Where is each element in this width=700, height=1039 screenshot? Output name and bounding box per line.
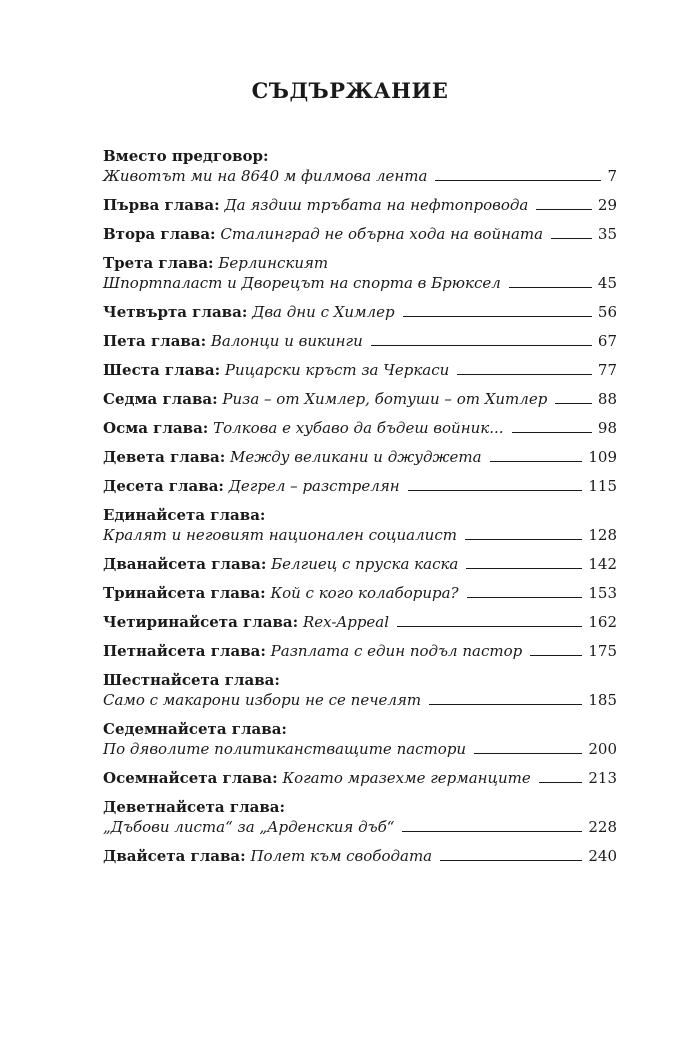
chapter-heading: Шестнайсета глава: [103,671,280,689]
page-number: 142 [588,555,617,573]
page-title: СЪДЪРЖАНИЕ [251,78,449,103]
leader-line [457,374,592,375]
toc-entry-text [103,476,400,496]
page-number: 200 [588,740,617,758]
toc-entry-text [103,224,543,244]
toc-entry-text [103,641,522,661]
toc-entry-text [103,846,432,866]
chapter-heading: Единайсета глава: [103,506,266,524]
toc-entry-line [103,739,617,759]
chapter-heading: Първа глава: [103,196,220,214]
chapter-title: Шпортпаласт и Дворецът на спорта в Брюксел [103,274,501,292]
toc-entry-line [103,817,617,837]
toc-entry [103,389,617,409]
toc-entry-line [103,273,617,293]
leader-line [536,209,592,210]
toc-entry-line [103,846,617,866]
page-number: 98 [597,419,617,437]
toc-entry-line [103,195,617,215]
leader-line [408,490,583,491]
toc-entry [103,302,617,322]
chapter-title: Белгиец с пруска каска [266,555,459,573]
toc-entry [103,797,617,837]
chapter-heading: Шеста глава: [103,361,221,379]
page-number: 153 [588,584,617,602]
page-number: 109 [588,448,617,466]
leader-line [429,704,582,705]
chapter-title: Толкова е хубаво да бъдеш войник... [208,419,504,437]
toc-entry [103,768,617,788]
chapter-title: Между великани и джуджета [225,448,482,466]
toc-entry-text [103,768,531,788]
page-number: 29 [597,196,617,214]
page-number: 88 [597,390,617,408]
toc-entry-line [103,505,617,525]
toc-entry [103,360,617,380]
leader-line [397,626,582,627]
chapter-title: Само с макарони избори не се печелят [103,691,422,709]
chapter-title: Риза – от Химлер, ботуши – от Хитлер [217,390,548,408]
chapter-title: Животът ми на 8640 м филмова лента [103,167,428,185]
chapter-title: „Дъбови листа“ за „Арденския дъб“ [103,818,395,836]
toc-entry-line [103,583,617,603]
toc-entry-text [103,505,265,525]
toc-entry-line [103,224,617,244]
chapter-title: Валонци и викинги [206,332,363,350]
chapter-heading: Девета глава: [103,448,226,466]
toc-entry [103,447,617,467]
chapter-heading: Деветнайсета глава: [103,798,286,816]
leader-line [555,403,592,404]
chapter-heading: Седемнайсета глава: [103,720,287,738]
leader-line [512,432,592,433]
leader-line [509,287,592,288]
toc-entry-line [103,418,617,438]
toc-entry-text [103,554,458,574]
toc-entry-line [103,797,617,817]
page-number: 56 [597,303,617,321]
table-of-contents [103,146,617,875]
chapter-title: Rex-Appeal [298,613,390,631]
toc-entry-line [103,690,617,710]
toc-entry-line [103,253,617,273]
chapter-title: Да яздиш тръбата на нефтопровода [219,196,529,214]
chapter-heading: Осма глава: [103,419,209,437]
toc-entry [103,253,617,293]
toc-entry [103,418,617,438]
toc-entry-line [103,447,617,467]
toc-entry-line [103,331,617,351]
toc-entry-line [103,525,617,545]
leader-line [490,461,583,462]
chapter-heading: Петнайсета глава: [103,642,266,660]
toc-entry [103,195,617,215]
page-number: 35 [597,225,617,243]
chapter-title: Когато мразехме германците [277,769,531,787]
page-number: 185 [588,691,617,709]
toc-entry [103,331,617,351]
page-number: 228 [588,818,617,836]
chapter-title: Кралят и неговият национален социалист [103,526,457,544]
chapter-heading: Двайсета глава: [103,847,246,865]
toc-entry [103,670,617,710]
toc-entry [103,583,617,603]
chapter-title: Полет към свободата [245,847,433,865]
toc-entry [103,719,617,759]
leader-line [466,568,582,569]
toc-entry-text [103,583,459,603]
leader-line [371,345,592,346]
toc-entry-line [103,768,617,788]
page-number: 67 [597,332,617,350]
toc-entry-line [103,389,617,409]
toc-entry-line [103,612,617,632]
toc-entry [103,476,617,496]
chapter-title: Сталинград не обърна хода на войната [215,225,544,243]
chapter-heading: Пета глава: [103,332,207,350]
page-number: 128 [588,526,617,544]
chapter-heading: Тринайсета глава: [103,584,266,602]
toc-entry [103,505,617,545]
leader-line [551,238,592,239]
toc-entry-text [103,612,389,632]
chapter-heading: Вместо предговор: [103,147,269,165]
toc-entry-line [103,641,617,661]
toc-entry-text [103,447,482,467]
chapter-heading: Трета глава: [103,254,214,272]
toc-entry-text [103,719,287,739]
chapter-heading: Дванайсета глава: [103,555,267,573]
leader-line [402,831,582,832]
chapter-heading: Десета глава: [103,477,224,495]
page-number: 77 [597,361,617,379]
toc-entry [103,612,617,632]
toc-entry-text [103,418,504,438]
toc-entry [103,641,617,661]
leader-line [539,782,583,783]
page-number: 175 [588,642,617,660]
leader-line [530,655,582,656]
page-number: 213 [588,769,617,787]
leader-line [465,539,582,540]
toc-entry-line [103,166,617,186]
chapter-heading: Втора глава: [103,225,216,243]
toc-entry [103,146,617,186]
toc-entry-text [103,389,547,409]
toc-entry-text [103,195,528,215]
chapter-heading: Четиринайсета глава: [103,613,299,631]
toc-entry-line [103,670,617,690]
leader-line [440,860,582,861]
toc-entry-text [103,360,449,380]
toc-entry-line [103,302,617,322]
chapter-heading: Четвърта глава: [103,303,248,321]
toc-entry-line [103,554,617,574]
page-number: 45 [597,274,617,292]
chapter-title: Разплата с един подъл пастор [265,642,523,660]
chapter-title: Берлинският [213,254,329,272]
leader-line [403,316,592,317]
toc-entry-line [103,360,617,380]
toc-entry-text [103,331,363,351]
toc-entry-line [103,146,617,166]
page-number: 162 [588,613,617,631]
chapter-title: Рицарски кръст за Черкаси [220,361,450,379]
toc-entry-text [103,146,269,166]
page-number: 240 [588,847,617,865]
toc-entry [103,554,617,574]
toc-entry-text [103,302,395,322]
toc-entry-line [103,476,617,496]
chapter-title: По дяволите политиканстващите пастори [103,740,467,758]
chapter-title: Два дни с Химлер [247,303,395,321]
chapter-heading: Осемнайсета глава: [103,769,278,787]
page-number: 7 [607,167,617,185]
toc-entry-line [103,719,617,739]
chapter-heading: Седма глава: [103,390,218,408]
leader-line [467,597,583,598]
toc-entry [103,846,617,866]
toc-entry-text [103,670,280,690]
leader-line [474,753,582,754]
chapter-title: Кой с кого колаборира? [265,584,459,602]
toc-entry [103,224,617,244]
toc-entry-text [103,797,285,817]
chapter-title: Дегрел – разстрелян [223,477,400,495]
toc-entry-text [103,253,328,273]
page-number: 115 [588,477,617,495]
leader-line [435,180,601,181]
